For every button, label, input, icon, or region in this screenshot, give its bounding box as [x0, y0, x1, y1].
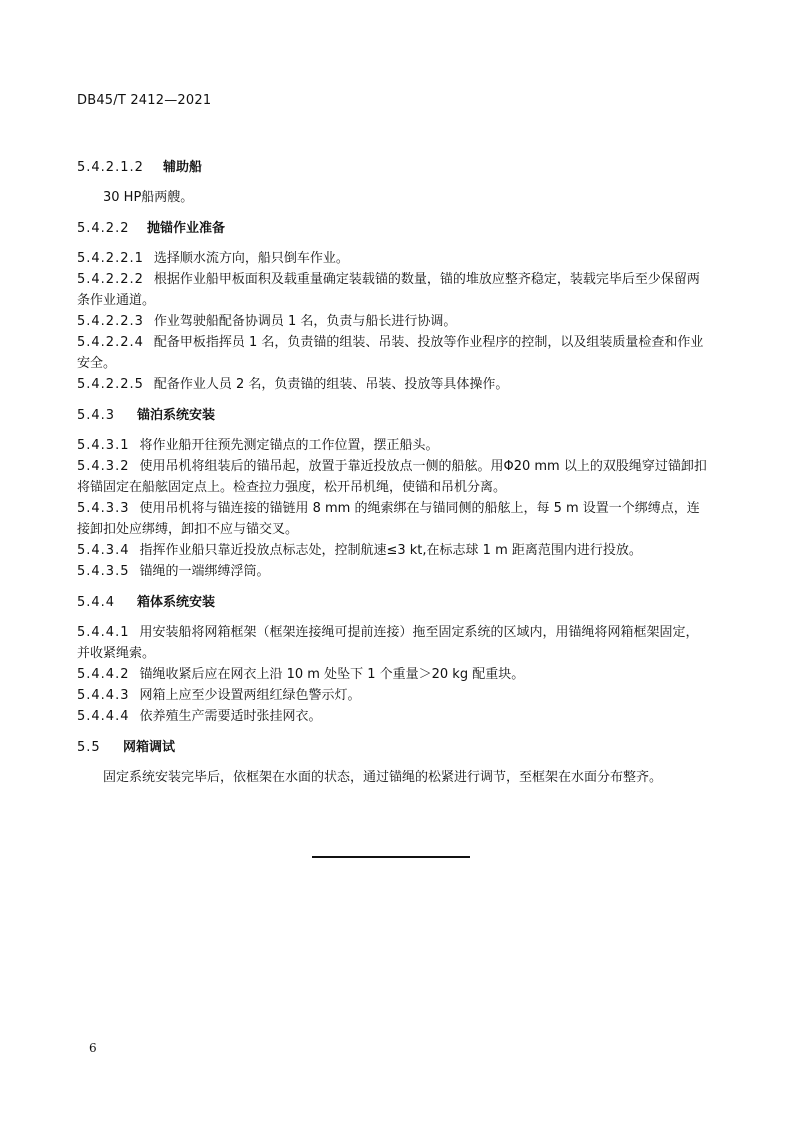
item-text: 选择顺水流方向，船只倒车作业。: [153, 251, 349, 266]
heading-title: 辅助船: [163, 160, 203, 175]
paragraph-aux-boats: 30 HP船两艘。: [103, 190, 194, 205]
heading-number: 5.4.4: [77, 595, 116, 610]
item-number: 5.4.2.2.2: [77, 272, 144, 287]
heading-5-4-3: [77, 405, 710, 426]
list-5-4-2-2: [77, 248, 710, 395]
heading-title: 网箱调试: [123, 740, 176, 755]
heading-title: 抛锚作业准备: [147, 221, 226, 236]
paragraph-cage-adjustment: 固定系统安装完毕后，依框架在水面的状态，通过锚绳的松紧进行调节，至框架在水面分布整齐。: [103, 770, 663, 785]
item-number: 5.4.4.3: [77, 688, 130, 703]
item-text: 使用吊机将与锚连接的锚链用 8 mm 的绳索绑在与锚同侧的船舷上，每 5 m 设置一个绑缚点，连接卸扣处应绑缚，卸扣不应与锚交叉。: [77, 501, 700, 537]
item-number: 5.4.4.1: [77, 625, 130, 640]
list-item: [77, 561, 710, 582]
list-item: [77, 248, 710, 269]
item-text: 锚绳收紧后应在网衣上沿 10 m 处坠下 1 个重量＞20 kg 配重块。: [139, 667, 525, 682]
item-number: 5.4.3.3: [77, 501, 130, 516]
list-item: [77, 498, 710, 540]
item-text: 使用吊机将组装后的锚吊起，放置于靠近投放点一侧的船舷。用Φ20 mm 以上的双股绳穿过锚卸扣将锚固定在船舷固定点上。检查拉力强度，松开吊机绳，使锚和吊机分离。: [77, 459, 707, 495]
item-number: 5.4.2.2.1: [77, 251, 144, 266]
list-item: [77, 664, 710, 685]
item-text: 配备甲板指挥员 1 名，负责锚的组装、吊装、投放等作业程序的控制，以及组装质量检查和作业安全。: [77, 335, 704, 371]
list-item: [77, 622, 710, 664]
item-number: 5.4.3.4: [77, 543, 130, 558]
list-item: [77, 374, 710, 395]
document-id: DB45/T 2412—2021: [77, 93, 212, 108]
heading-number: 5.4.2.2: [77, 221, 130, 236]
item-number: 5.4.2.2.5: [77, 377, 144, 392]
list-item: [77, 311, 710, 332]
list-item: [77, 435, 710, 456]
heading-number: 5.4.2.1.2: [77, 160, 144, 175]
document-body: [77, 157, 710, 788]
page-number: 6: [89, 1041, 97, 1055]
item-text: 根据作业船甲板面积及载重量确定装载锚的数量，锚的堆放应整齐稳定，装载完毕后至少保留两条作业通道。: [77, 272, 700, 308]
item-number: 5.4.3.2: [77, 459, 130, 474]
item-number: 5.4.4.2: [77, 667, 130, 682]
list-item: [77, 332, 710, 374]
end-rule: [312, 856, 470, 858]
item-number: 5.4.4.4: [77, 709, 130, 724]
list-item: [77, 685, 710, 706]
list-5-4-4: [77, 622, 710, 727]
item-text: 将作业船开往预先测定锚点的工作位置，摆正船头。: [139, 438, 439, 453]
list-item: [77, 540, 710, 561]
list-item: [77, 706, 710, 727]
item-number: 5.4.2.2.3: [77, 314, 144, 329]
item-text: 用安装船将网箱框架（框架连接绳可提前连接）拖至固定系统的区域内，用锚绳将网箱框架固定，并收紧绳索。: [77, 625, 699, 661]
item-text: 依养殖生产需要适时张挂网衣。: [139, 709, 322, 724]
heading-5-5: [77, 737, 710, 758]
list-item: [77, 269, 710, 311]
heading-title: 箱体系统安装: [137, 595, 216, 610]
item-number: 5.4.2.2.4: [77, 335, 144, 350]
item-text: 网箱上应至少设置两组红绿色警示灯。: [139, 688, 361, 703]
item-text: 指挥作业船只靠近投放点标志处，控制航速≤3 kt,在标志球 1 m 距离范围内进行投放。: [139, 543, 642, 558]
heading-5-4-2-2: [77, 218, 710, 239]
item-number: 5.4.3.5: [77, 564, 130, 579]
item-number: 5.4.3.1: [77, 438, 130, 453]
heading-5-4-2-1-2: [77, 157, 710, 178]
heading-title: 锚泊系统安装: [137, 408, 216, 423]
list-item: [77, 456, 710, 498]
heading-5-4-4: [77, 592, 710, 613]
heading-number: 5.4.3: [77, 408, 116, 423]
list-5-4-3: [77, 435, 710, 582]
heading-number: 5.5: [77, 740, 101, 755]
item-text: 配备作业人员 2 名，负责锚的组装、吊装、投放等具体操作。: [153, 377, 509, 392]
item-text: 锚绳的一端绑缚浮筒。: [139, 564, 270, 579]
item-text: 作业驾驶船配备协调员 1 名，负责与船长进行协调。: [153, 314, 457, 329]
